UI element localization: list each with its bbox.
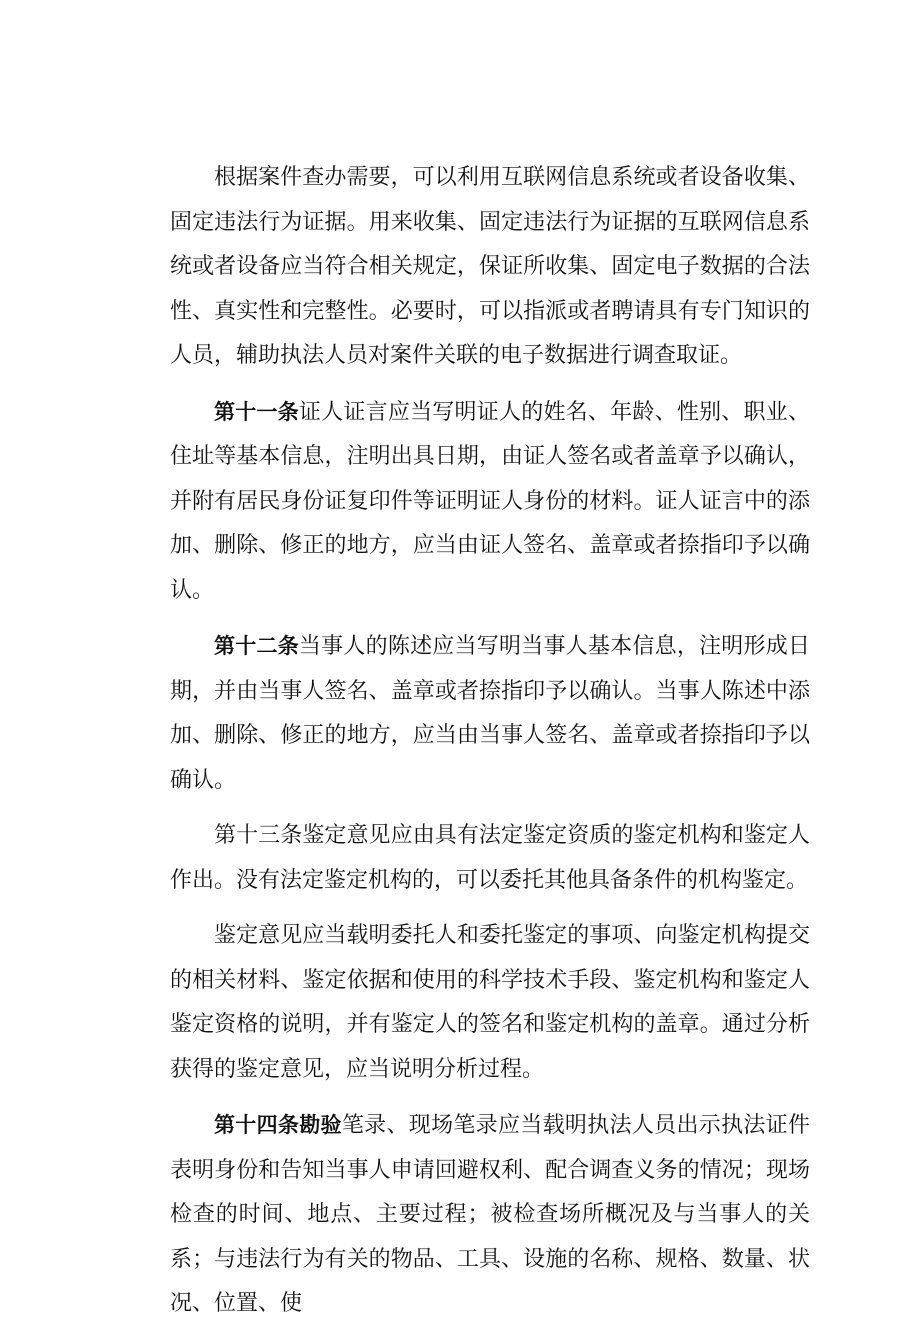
article-number: 第十三条	[214, 823, 303, 848]
article-number: 第十二条	[214, 634, 299, 658]
paragraph-text: 鉴定意见应由具有法定鉴定资质的鉴定机构和鉴定人作出。没有法定鉴定机构的，可以委托其他具备条件的机构鉴定。	[170, 823, 810, 893]
paragraph-article-11	[170, 390, 810, 614]
document-body	[170, 156, 810, 1338]
article-number: 第十一条	[214, 399, 299, 424]
paragraph-text: 根据案件查办需要，可以利用互联网信息系统或者设备收集、固定违法行为证据。用来收集、固定违法行为证据的互联网信息系统或者设备应当符合相关规定，保证所收集、固定电子数据的合法性、真实性和完整性。必要时，可以指派或者聘请具有专门知识的人员，辅助执法人员对案件关联的电子数据进行调查取证。	[170, 165, 810, 368]
paragraph-1	[170, 156, 810, 379]
paragraph-text: 当事人的陈述应当写明当事人基本信息，注明形成日期，并由当事人签名、盖章或者捺指印予以确认。当事人陈述中添加、删除、修正的地方，应当由当事人签名、盖章或者捺指印予以确认。	[170, 634, 810, 793]
article-number: 第十四条勘验	[214, 1113, 342, 1137]
paragraph-text: 证人证言应当写明证人的姓名、年龄、性别、职业、住址等基本信息，注明出具日期，由证人签名或者盖章予以确认，并附有居民身份证复印件等证明证人身份的材料。证人证言中的添加、删除、修正的地方，应当由证人签名、盖章或者捺指印予以确认。	[170, 399, 810, 603]
paragraph-5	[170, 914, 810, 1092]
paragraph-article-12	[170, 624, 810, 803]
paragraph-article-13	[170, 814, 810, 903]
paragraph-text: 鉴定意见应当载明委托人和委托鉴定的事项、向鉴定机构提交的相关材料、鉴定依据和使用的科学技术手段、鉴定机构和鉴定人鉴定资格的说明，并有鉴定人的签名和鉴定机构的盖章。通过分析获得的鉴定意见，应当说明分析过程。	[170, 923, 810, 1082]
paragraph-text: 笔录、现场笔录应当载明执法人员出示执法证件表明身份和告知当事人申请回避权利、配合调查义务的情况；现场检查的时间、地点、主要过程；被检查场所概况及与当事人的关系；与违法行为有关的物品、工具、设施的名称、规格、数量、状况、位置、使	[170, 1113, 810, 1316]
paragraph-article-14	[170, 1103, 810, 1327]
